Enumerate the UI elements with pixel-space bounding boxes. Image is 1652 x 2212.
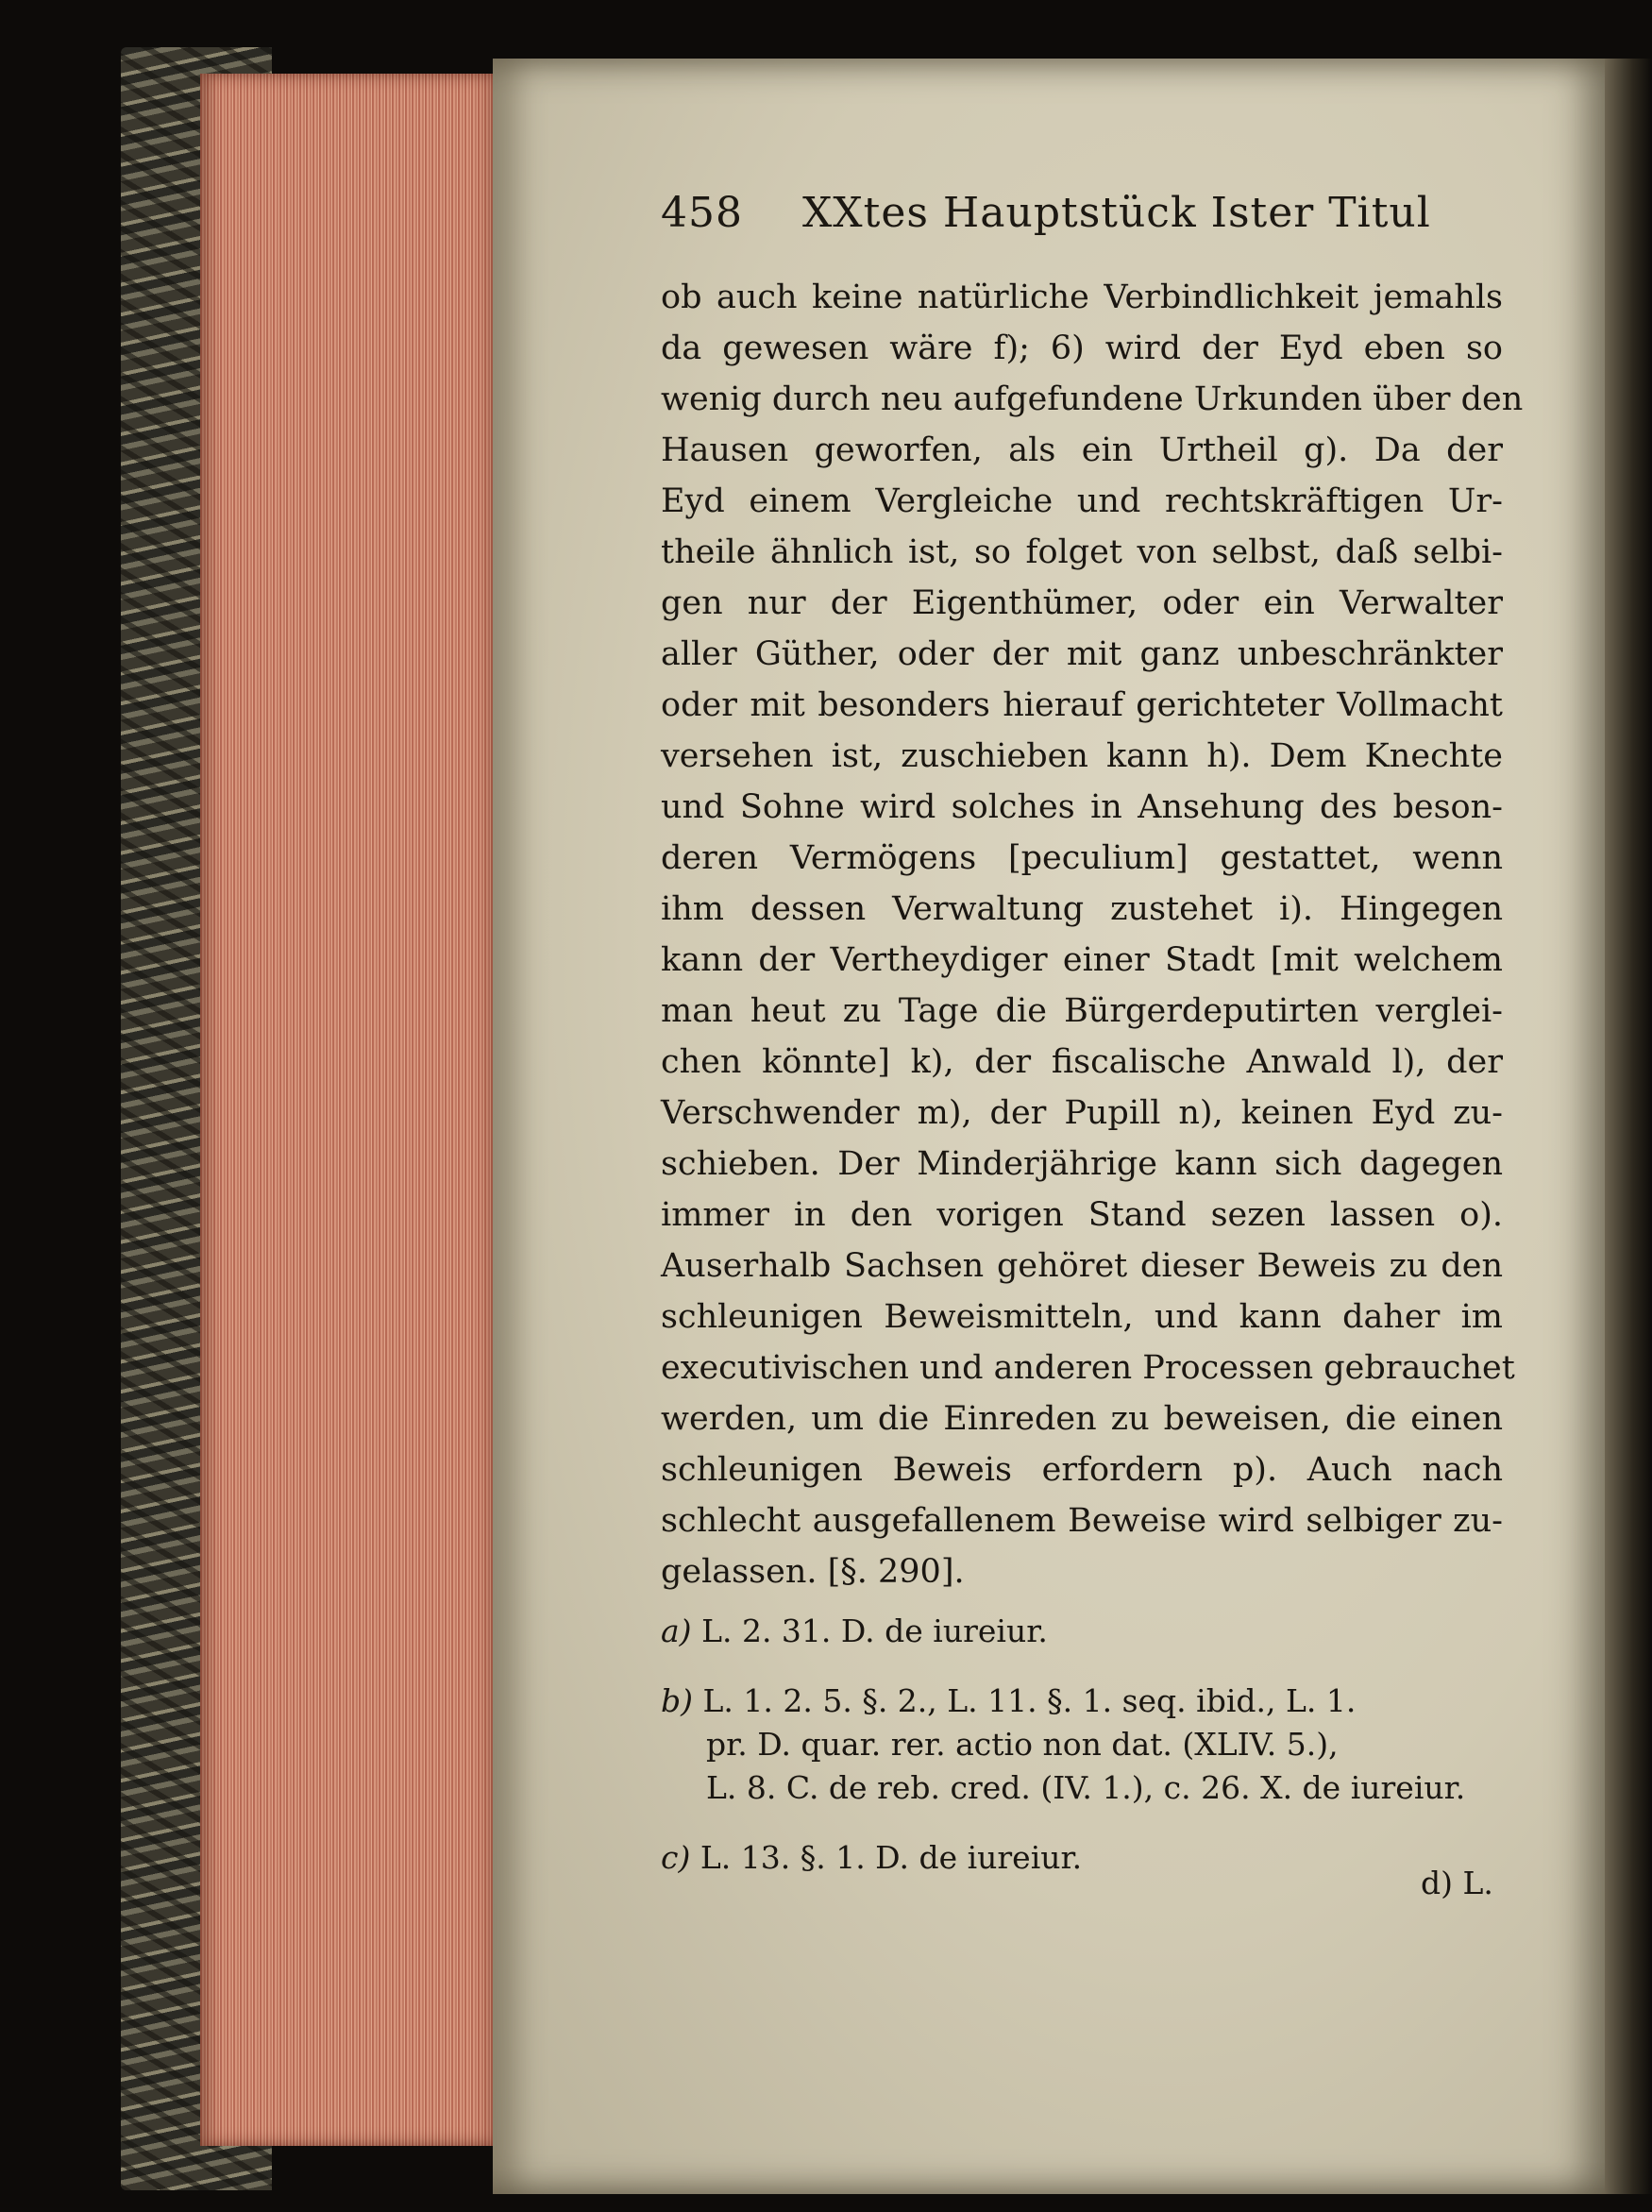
footnote-b [661,1680,1503,1810]
footnote-text: L. 8. C. de reb. cred. (IV. 1.), c. 26. X. de iureiur. [706,1769,1466,1806]
text-line: gelassen. [§. 290]. [661,1553,965,1591]
text-line: executivischen und anderen Processen gebrauchet [661,1349,1515,1387]
page-number: 458 [661,189,743,237]
text-line: ob auch keine natürliche Verbindlichkeit jemahls [661,279,1503,316]
text-line: gen nur der Eigenthümer, oder ein Verwalter [661,584,1503,622]
footnote-mark: a) [661,1613,692,1649]
text-line: theile ähnlich ist, so folget von selbst, daß selbi- [661,533,1503,571]
text-line: Hausen geworfen, als ein Urtheil g). Da der [661,431,1503,469]
footnote-mark: c) [661,1839,691,1876]
catchword: d) L. [1421,1865,1493,1901]
text-line: und Sohne wird solches in Ansehung des beson- [661,788,1503,826]
footnote-text: L. 1. 2. 5. §. 2., L. 11. §. 1. seq. ibid., L. 1. [702,1682,1357,1719]
text-line: oder mit besonders hierauf gerichteter Vollmacht [661,686,1503,724]
footnotes [661,1610,1503,1906]
running-head [661,189,1431,245]
text-line: immer in den vorigen Stand sezen lassen o). [661,1196,1503,1234]
footnote-c [661,1836,1503,1880]
text-line: chen könnte] k), der fiscalische Anwald l), der [661,1043,1503,1081]
chapter-title: XXtes Hauptstück Ister Titul [801,189,1431,237]
text-line: schleunigen Beweis erfordern p). Auch nach [661,1451,1503,1489]
text-line: Eyd einem Vergleiche und rechtskräftigen Ur- [661,482,1503,520]
text-line: schieben. Der Minderjährige kann sich dagegen [661,1145,1503,1183]
text-line: man heut zu Tage die Bürgerdeputirten verglei- [661,992,1503,1030]
footnote-a [661,1610,1503,1653]
text-line: kann der Vertheydiger einer Stadt [mit welchem [661,941,1503,979]
text-line: schleunigen Beweismitteln, und kann daher im [661,1298,1503,1336]
footnote-mark: b) [661,1682,693,1719]
footnote-text: L. 2. 31. D. de iureiur. [701,1613,1048,1649]
body-text [661,272,1524,1597]
text-line: Auserhalb Sachsen gehöret dieser Beweis zu den [661,1247,1503,1285]
text-line: Verschwender m), der Pupill n), keinen Eyd zu- [661,1094,1503,1132]
text-line: werden, um die Einreden zu beweisen, die einen [661,1400,1503,1438]
footnote-text: pr. D. quar. rer. actio non dat. (XLIV. 5.), [706,1726,1339,1763]
text-line: schlecht ausgefallenem Beweise wird selbiger zu- [661,1502,1503,1540]
page-stack-fore-edge [200,74,502,2146]
text-line: aller Güther, oder der mit ganz unbeschränkter [661,635,1503,673]
book-gutter [1605,59,1652,2194]
text-line: wenig durch neu aufgefundene Urkunden über den [661,380,1524,418]
footnote-text: L. 13. §. 1. D. de iureiur. [700,1839,1083,1876]
text-line: ihm dessen Verwaltung zustehet i). Hingegen [661,890,1503,928]
text-line: versehen ist, zuschieben kann h). Dem Knechte [661,737,1503,775]
text-line: deren Vermögens [peculium] gestattet, wenn [661,839,1503,877]
text-line: da gewesen wäre f); 6) wird der Eyd eben so [661,329,1503,367]
